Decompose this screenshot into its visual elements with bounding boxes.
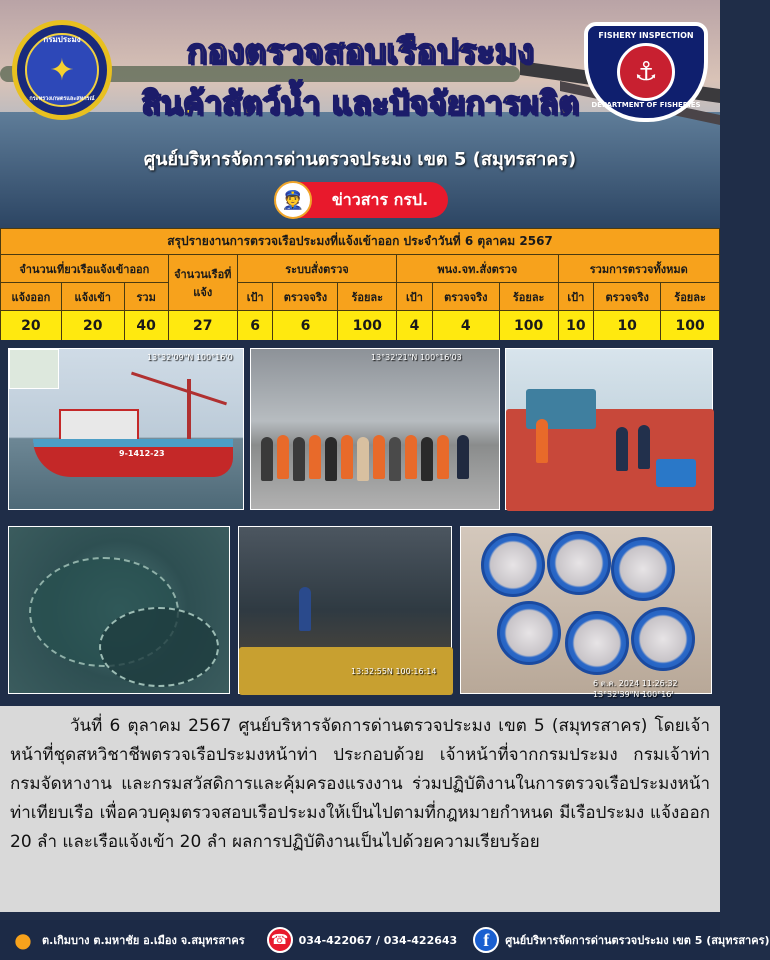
photo-fishing-boat — [8, 348, 244, 510]
crew-member — [357, 437, 369, 481]
subheader-system-actual: ตรวจจริง — [273, 283, 338, 311]
photo-timestamp: 13:32:55N 100:16:14 — [351, 667, 437, 676]
subheader-total-target: เป้า — [558, 283, 594, 311]
crew-member — [421, 437, 433, 481]
logo-left-top-text: กรมประมง — [43, 35, 81, 44]
value-system-target: 6 — [237, 311, 273, 341]
inspector — [536, 419, 548, 463]
inspector — [638, 425, 650, 469]
table-title: สรุปรายงานการตรวจเรือประมงที่แจ้งเข้าออก ประจำวันที่ 6 ตุลาคม 2567 — [1, 229, 720, 255]
boat-hull — [33, 439, 233, 477]
photo-timestamp: 6 ต.ค. 2024 11:26:32 13°32'39"N 100°16' — [593, 679, 678, 699]
page-subtitle: ศูนย์บริหารจัดการด่านตรวจประมง เขต 5 (สมุทรสาคร) — [143, 149, 577, 170]
photo-boat-deck-inspection — [505, 348, 713, 510]
logo-right-bottom-text: DEPARTMENT OF FISHERIES — [591, 101, 701, 109]
news-badge-label: ข่าวสาร กรป. — [331, 189, 429, 209]
badge-emblem: ⚓ — [617, 43, 675, 101]
header-officer: พนง.จท.สั่งตรวจ — [397, 255, 558, 283]
crew-member — [437, 435, 449, 479]
footer-phone[interactable]: 034-422067 / 034-422643 — [298, 933, 458, 947]
crew-member — [293, 437, 305, 481]
crew-member — [277, 435, 289, 479]
fishing-net — [99, 607, 219, 687]
subheader-officer-percent: ร้อยละ — [499, 283, 558, 311]
blue-crate — [656, 459, 696, 487]
page-title-line2: สินค้าสัตว์น้ำ และปัจจัยการผลิต — [141, 84, 579, 122]
header-banner — [0, 0, 720, 228]
value-boats: 27 — [168, 311, 237, 341]
inspector — [299, 587, 311, 631]
boat-boom — [131, 372, 227, 406]
header-system: ระบบสั่งตรวจ — [237, 255, 396, 283]
footer-facebook[interactable]: ศูนย์บริหารจัดการด่านตรวจประมง เขต 5 (สมุทรสาคร) — [505, 934, 770, 947]
crew-member — [457, 435, 469, 479]
phone-icon[interactable]: ☎ — [267, 927, 293, 953]
page-title-line1: กองตรวจสอบเรือประมง — [186, 32, 534, 72]
header-total: รวมการตรวจทั้งหมด — [558, 255, 719, 283]
subheader-total-percent: ร้อยละ — [661, 283, 720, 311]
value-total-percent: 100 — [661, 311, 720, 341]
photo-net-inspection — [238, 526, 452, 694]
map-inset — [9, 349, 59, 389]
value-officer-target: 4 — [397, 311, 433, 341]
value-out: 20 — [1, 311, 62, 341]
crew-member — [309, 435, 321, 479]
value-in: 20 — [61, 311, 124, 341]
value-total-actual: 10 — [594, 311, 661, 341]
header-boats: จำนวนเรือที่แจ้ง — [168, 255, 237, 311]
subheader-system-target: เป้า — [237, 283, 273, 311]
value-total-target: 10 — [558, 311, 594, 341]
value-system-actual: 6 — [273, 311, 338, 341]
subheader-in: แจ้งเข้า — [61, 283, 124, 311]
officer-avatar-icon: 👮 — [274, 181, 312, 219]
fish-basket — [565, 611, 629, 675]
inspection-badge-icon — [584, 22, 708, 122]
subheader-out: แจ้งออก — [1, 283, 62, 311]
subheader-officer-actual: ตรวจจริง — [432, 283, 499, 311]
fish-basket — [497, 601, 561, 665]
crew-member — [325, 437, 337, 481]
photo-fish-baskets — [460, 526, 712, 699]
report-table — [0, 228, 720, 340]
header-trips: จำนวนเที่ยวเรือแจ้งเข้าออก — [1, 255, 169, 283]
footer-address: ต.เกิมบาง ต.มหาชัย อ.เมือง จ.สมุทรสาคร — [42, 934, 245, 947]
fish-basket — [631, 607, 695, 671]
photo-timestamp: 13°32'21"N 100°16'03 — [371, 353, 462, 362]
facebook-icon[interactable]: f — [473, 927, 499, 953]
crew-member — [389, 437, 401, 481]
subheader-officer-target: เป้า — [397, 283, 433, 311]
fish-basket — [611, 537, 675, 601]
subheader-total-actual: ตรวจจริง — [594, 283, 661, 311]
fish-basket — [547, 531, 611, 595]
subheader-sum: รวม — [124, 283, 168, 311]
news-body — [0, 706, 720, 912]
photo-fishing-nets — [8, 526, 230, 694]
photo-collage — [0, 340, 720, 702]
photo-crew-lineup — [250, 348, 500, 510]
crew-member — [373, 435, 385, 479]
boat-number: 9-1412-23 — [119, 449, 165, 458]
photo-timestamp: 13°32'09"N 100°16'0 — [147, 353, 233, 362]
value-system-percent: 100 — [338, 311, 397, 341]
subheader-system-percent: ร้อยละ — [338, 283, 397, 311]
fish-basket — [481, 533, 545, 597]
inspector — [616, 427, 628, 471]
boat-cabin — [59, 409, 139, 443]
value-officer-actual: 4 — [432, 311, 499, 341]
seal-emblem: ✦ — [25, 33, 99, 107]
crew-member — [405, 435, 417, 479]
news-badge — [276, 182, 448, 218]
logo-left-bottom-text: กระทรวงเกษตรและสหกรณ์ — [29, 96, 95, 102]
value-sum: 40 — [124, 311, 168, 341]
crew-member — [261, 437, 273, 481]
news-paragraph: วันที่ 6 ตุลาคม 2567 ศูนย์บริหารจัดการด่านตรวจประมง เขต 5 (สมุทรสาคร) โดยเจ้าหน้าที่ชุดสหวิชาชีพตรวจเรือประมงหน้าท่า ประกอบด้วย เจ้าหน้าที่จากกรมประมง กรมเจ้าท่า กรมจัดหางาน และกรมสวัสดิการและคุ้มครองแรงงาน ร่วมปฏิบัติงานในการตรวจเรือประมงหน้าท่าเทียบเรือ เพื่อควบคุมตรวจสอบเรือประมงให้เป็นไปตามที่กฎหมายกำหนด มีเรือประมง แจ้งออก 20 ลำ และเรือแจ้งเข้า 20 ลำ ผลการปฏิบัติงานเป็นไปด้วยความเรียบร้อย — [10, 716, 710, 852]
footer-contact-bar — [0, 920, 770, 960]
crew-member — [341, 435, 353, 479]
logo-right-top-text: FISHERY INSPECTION — [598, 31, 694, 40]
value-officer-percent: 100 — [499, 311, 558, 341]
location-pin-icon: ● — [14, 928, 32, 952]
